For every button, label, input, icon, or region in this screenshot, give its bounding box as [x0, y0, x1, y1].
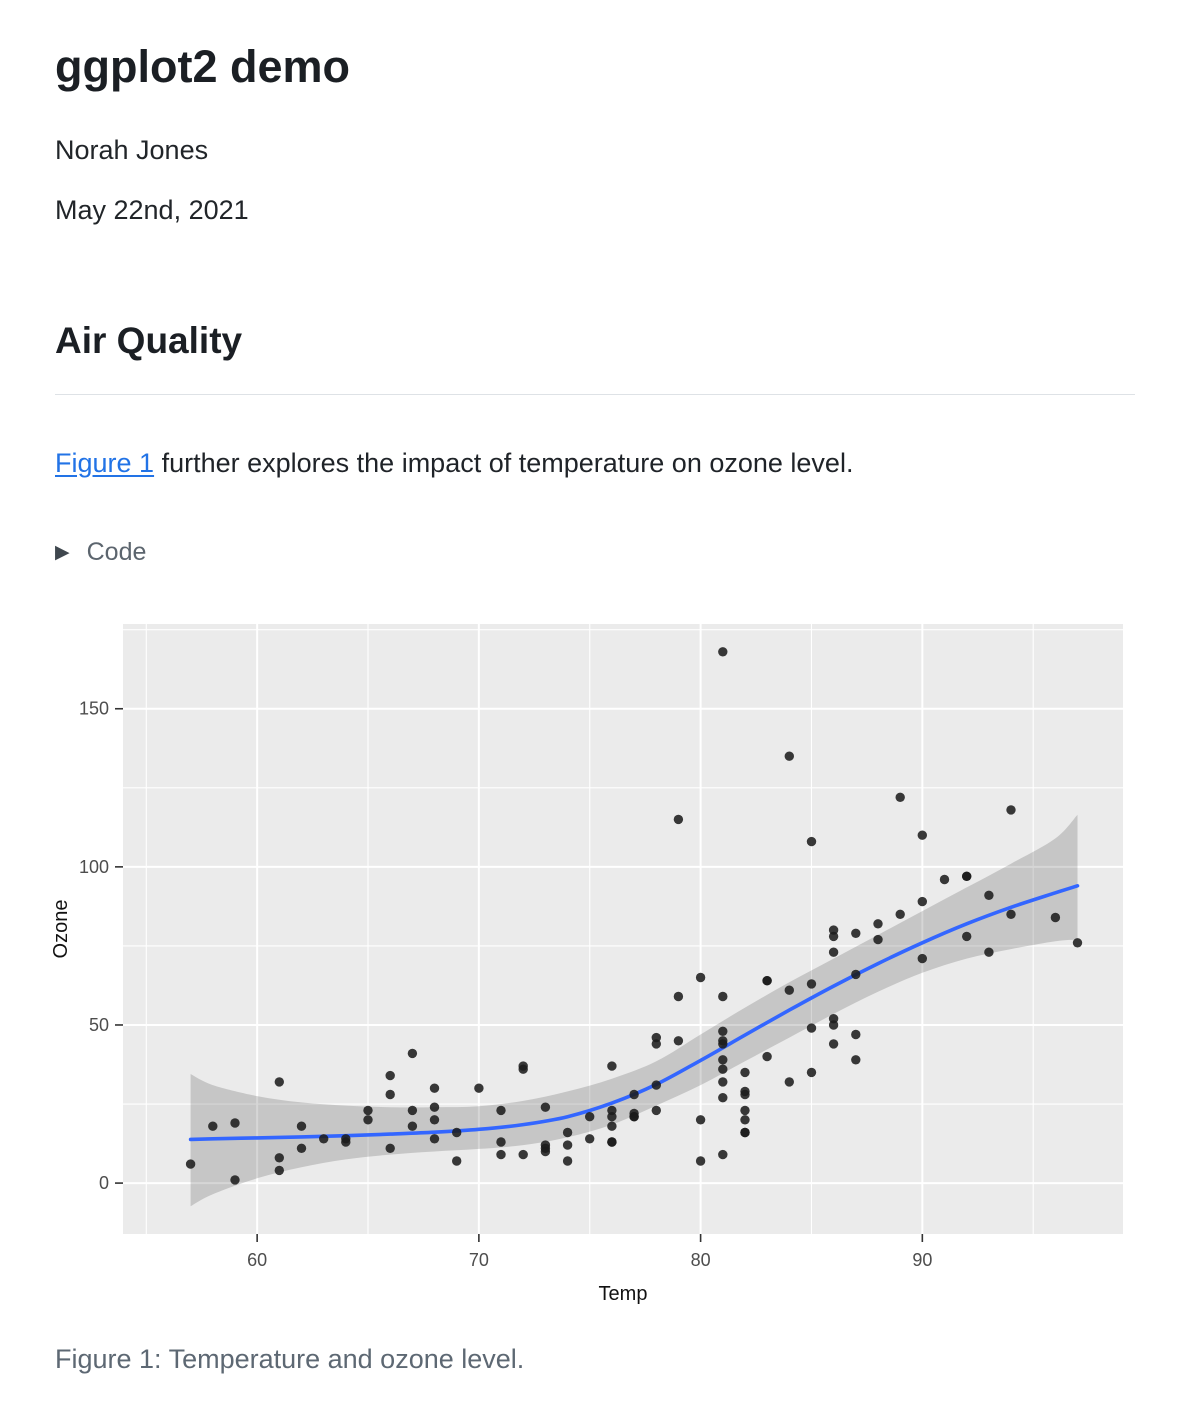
author-name: Norah Jones: [55, 135, 209, 165]
publish-date: May 22nd, 2021: [55, 195, 249, 226]
figure-caption: Figure 1: Temperature and ozone level.: [55, 1343, 525, 1374]
figure-1-link[interactable]: Figure 1: [55, 448, 155, 479]
triangle-right-icon: ▶: [55, 541, 70, 563]
svg-text:80: 80: [690, 1249, 711, 1270]
svg-text:150: 150: [78, 698, 109, 719]
section-heading-air-quality: Air Quality: [55, 319, 1135, 395]
svg-text:90: 90: [912, 1249, 933, 1270]
svg-text:70: 70: [468, 1249, 489, 1270]
figure-reference-paragraph: [55, 447, 1135, 479]
ozone-temp-scatter-plot: [0, 619, 1182, 1319]
svg-text:100: 100: [78, 856, 109, 877]
paragraph-text: further explores the impact of temperature on ozone level.: [154, 448, 854, 479]
y-axis-title: Ozone: [50, 899, 72, 959]
svg-text:50: 50: [88, 1014, 109, 1035]
svg-text:60: 60: [247, 1249, 268, 1270]
svg-text:0: 0: [98, 1172, 109, 1193]
x-axis-title: Temp: [598, 1282, 648, 1305]
code-disclosure[interactable]: [55, 538, 1135, 567]
page-title: ggplot2 demo: [55, 41, 350, 92]
code-label: Code: [86, 537, 147, 566]
